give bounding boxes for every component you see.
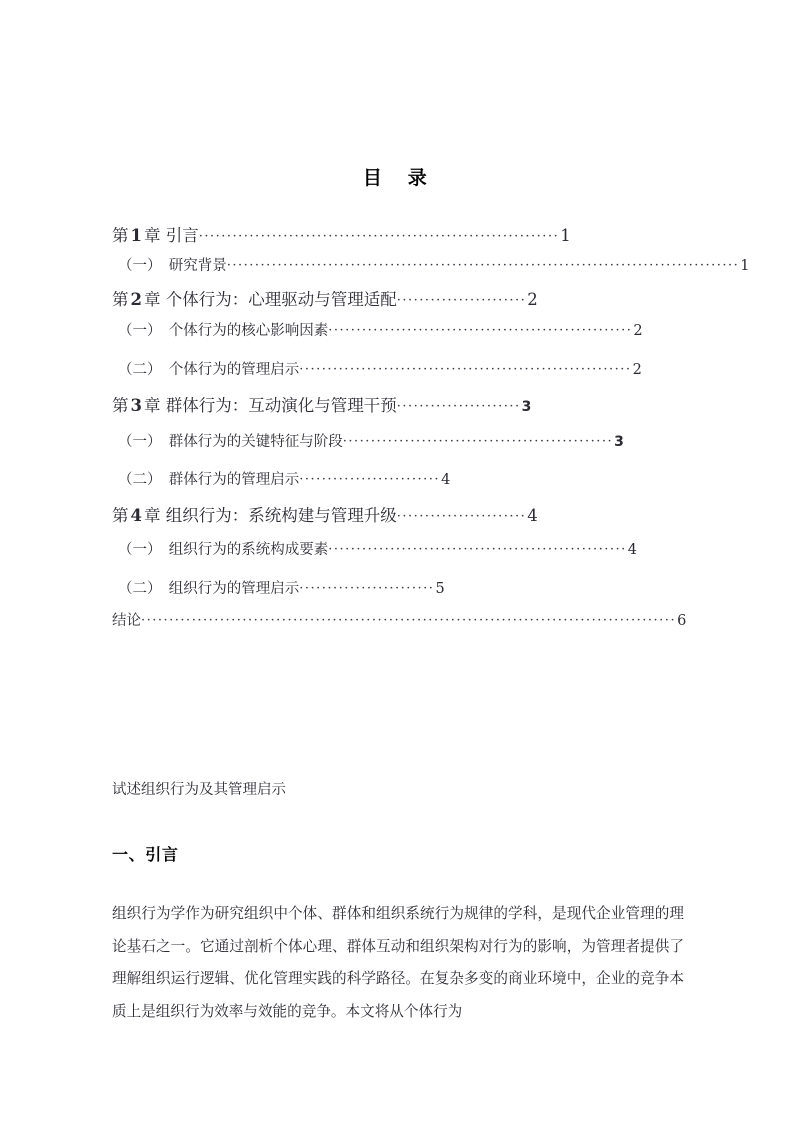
toc-entry[interactable] xyxy=(112,430,684,451)
toc-dot-leader: ················································ xyxy=(342,434,614,449)
toc-entry-chapter-number: 2 xyxy=(130,290,142,309)
toc-dot-leader: ······················· xyxy=(396,293,527,308)
toc-entry-page-number: 5 xyxy=(435,581,445,597)
toc-dot-leader: ································································ xyxy=(198,229,560,244)
toc-entry-prefix: 第 xyxy=(112,506,129,525)
toc-dot-leader: ······················ xyxy=(396,399,521,414)
toc-entry-page-number: 6 xyxy=(677,613,687,629)
toc-entry-page-number: 4 xyxy=(527,506,538,525)
toc-entry-title: （一） 研究背景 xyxy=(118,258,227,274)
toc-entry-label xyxy=(112,609,141,630)
toc-entry-title: （一） 个体行为的核心影响因素 xyxy=(118,323,329,339)
toc-entry[interactable] xyxy=(112,538,684,559)
toc-entry-page-number: 1 xyxy=(740,258,750,274)
toc-entry-label xyxy=(112,222,199,246)
toc-entry-title: （一） 群体行为的关键特征与阶段 xyxy=(118,434,343,450)
toc-dot-leader: ····················································· xyxy=(328,542,627,557)
toc-entry-label xyxy=(118,358,299,379)
toc-entry-label xyxy=(118,468,299,489)
toc-entry-page-number: 2 xyxy=(632,362,642,378)
toc-entry-chapter-number: 3 xyxy=(130,396,142,415)
toc-entry-suffix: 章 xyxy=(143,396,166,415)
toc-entry-title: （二） 群体行为的管理启示 xyxy=(118,472,300,488)
toc-entry-chapter-number: 4 xyxy=(130,506,142,525)
toc-entry-label xyxy=(118,319,328,340)
toc-entry-suffix: 章 xyxy=(143,290,166,309)
toc-entry-label xyxy=(118,430,343,451)
toc-entry[interactable] xyxy=(112,358,684,379)
toc-entry-label xyxy=(112,286,397,310)
document-subject-line: 试述组织行为及其管理启示 xyxy=(112,782,286,798)
toc-entry[interactable] xyxy=(112,222,684,246)
toc-entry-title: （二） 组织行为的管理启示 xyxy=(118,581,300,597)
toc-entry-page-number: 2 xyxy=(527,290,538,309)
section-heading-introduction: 一、引言 xyxy=(112,845,179,864)
introduction-paragraph: 组织行为学作为研究组织中个体、群体和组织系统行为规律的学科，是现代企业管理的理论基石之一。它通过剖析个体心理、群体互动和组织架构对行为的影响，为管理者提供了理解组织运行逻辑、优化管理实践的科学路径。在复杂多变的商业环境中，企业的竞争本质上是组织行为效率与效能的竞争。本文将从个体行为 xyxy=(112,905,684,1020)
toc-dot-leader: ······························································································· xyxy=(141,613,677,628)
toc-entry-label xyxy=(118,254,227,275)
toc-entry-suffix: 章 xyxy=(143,506,166,525)
toc-dot-leader: ························ xyxy=(299,581,435,596)
toc-entry-suffix: 章 xyxy=(143,226,166,245)
toc-entry[interactable] xyxy=(112,577,684,598)
toc-entry-title: 群体行为：互动演化与管理干预 xyxy=(165,396,397,415)
toc-dot-leader: ······················································ xyxy=(328,323,633,338)
toc-dot-leader: ······················· xyxy=(396,509,527,524)
toc-entry-page-number: 1 xyxy=(560,226,571,245)
toc-entry-page-number: 3 xyxy=(521,399,532,415)
toc-entry-prefix: 第 xyxy=(112,226,129,245)
toc-entry-title: （一） 组织行为的系统构成要素 xyxy=(118,542,329,558)
toc-dot-leader: ··························································································· xyxy=(226,258,740,273)
toc-entry-page-number: 4 xyxy=(627,542,637,558)
toc-dot-leader: ··························································· xyxy=(299,362,632,377)
toc-entry[interactable] xyxy=(112,468,684,489)
toc-entry-prefix: 第 xyxy=(112,290,129,309)
table-of-contents xyxy=(112,222,750,630)
toc-entry[interactable] xyxy=(112,286,684,310)
toc-entry[interactable] xyxy=(112,392,684,416)
toc-entry-page-number: 4 xyxy=(441,472,451,488)
toc-entry-page-number: 2 xyxy=(633,323,643,339)
toc-entry-page-number: 3 xyxy=(614,434,624,450)
page-title: 目 录 xyxy=(362,167,431,189)
toc-entry[interactable] xyxy=(112,319,684,340)
toc-entry-label xyxy=(118,538,328,559)
toc-entry[interactable] xyxy=(112,609,687,630)
toc-entry-title: 个体行为：心理驱动与管理适配 xyxy=(165,290,397,309)
toc-entry[interactable] xyxy=(112,502,684,526)
toc-dot-leader: ························· xyxy=(299,472,441,487)
toc-entry-title: （二） 个体行为的管理启示 xyxy=(118,362,300,378)
toc-entry[interactable] xyxy=(112,254,750,275)
toc-entry-title: 组织行为：系统构建与管理升级 xyxy=(165,506,397,525)
toc-entry-label xyxy=(118,577,299,598)
toc-entry-prefix: 第 xyxy=(112,396,129,415)
toc-entry-label xyxy=(112,502,397,526)
toc-entry-title: 结论 xyxy=(112,613,141,629)
toc-entry-label xyxy=(112,392,397,416)
toc-entry-chapter-number: 1 xyxy=(130,226,142,245)
toc-entry-title: 引言 xyxy=(165,226,199,245)
